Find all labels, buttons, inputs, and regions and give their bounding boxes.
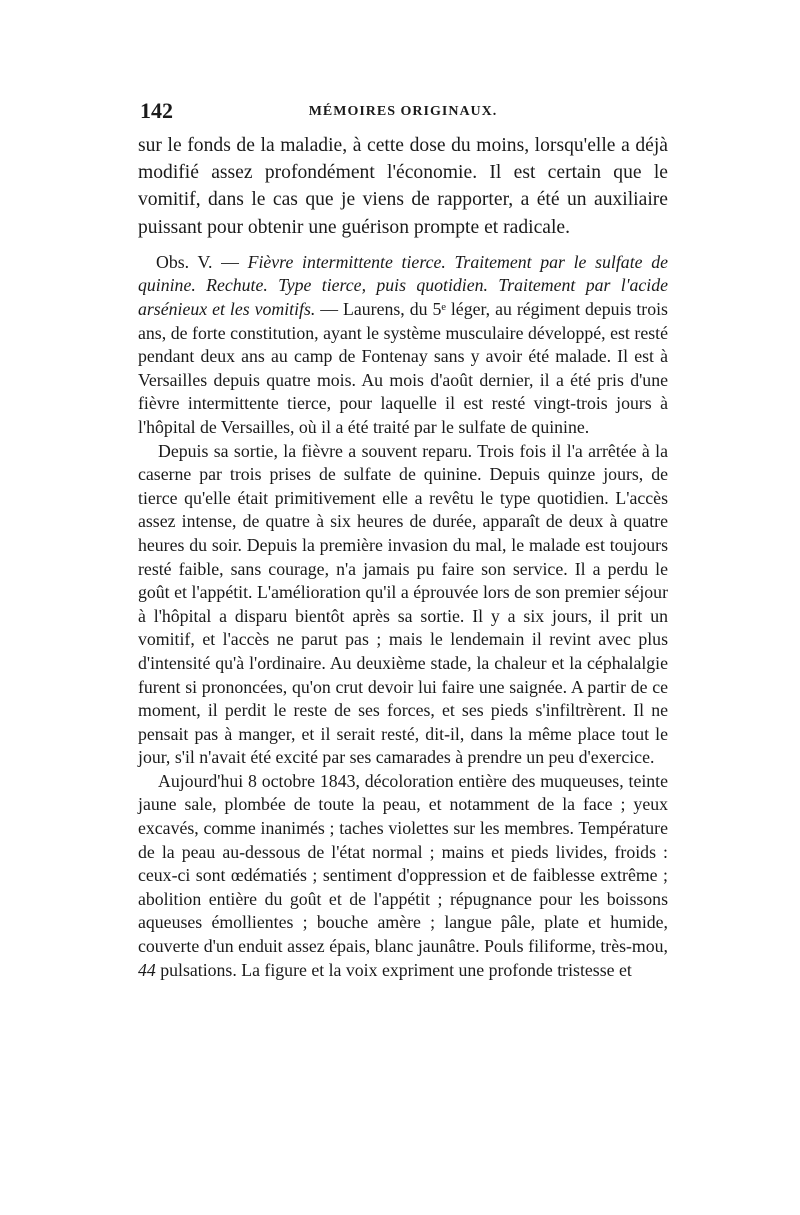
running-title: MÉMOIRES ORIGINAUX.	[308, 104, 498, 119]
paragraph-conclusion: sur le fonds de la maladie, à cette dose du moins, lorsqu'elle a déjà modifié assez profondément l'économie. Il est certain que le vomitif, dans le cas que je viens de rapporter, a été un auxiliaire puissant pour obtenir une guérison prompte et radicale.	[138, 135, 668, 238]
observation-label: Obs. V. —	[156, 251, 248, 272]
observation-title: Fièvre intermittente tierce. Traitement par le sulfate de quinine. Rechute. Type tierce, puis quotidien. Traitement par l'acide arsénieux et les vomitifs.	[138, 251, 668, 319]
pulse-count: 44	[138, 959, 156, 980]
observation-body: — Laurens, du 5ᵉ léger, au régiment depuis trois ans, de forte constitution, ayant le système musculaire développé, est resté pendant deux ans au camp de Fontenay sans y avoir été malade. Il est à Versailles depuis quatre mois. Au mois d'août dernier, il a été pris d'une fièvre intermittente tierce, pour laquelle il est resté vingt-trois jours à l'hôpital de Versailles, où il a été traité par le sulfate de quinine.	[138, 299, 668, 437]
page-header	[138, 98, 668, 128]
body-text	[138, 132, 668, 982]
examination-text-end: pulsations. La figure et la voix expriment une profonde tristesse et	[155, 959, 632, 980]
paragraph-history: Depuis sa sortie, la fièvre a souvent reparu. Trois fois il l'a arrêtée à la caserne par trois prises de sulfate de quinine. Depuis quinze jours, de tierce qu'elle était primitivement elle a revêtu le type quotidien. L'accès assez intense, de quatre à six heures de durée, apparaît de deux à quatre heures du soir. Depuis la première invasion du mal, le malade est toujours resté faible, sans courage, n'a jamais pu faire son service. Il a perdu le goût et l'appétit. L'amélioration qu'il a éprouvée lors de son premier séjour à l'hôpital a disparu bientôt après sa sortie. Il y a six jours, il prit un vomitif, et l'accès ne parut pas ; mais le lendemain il revint avec plus d'intensité qu'à l'ordinaire. Au deuxième stade, la chaleur et la céphalalgie furent si prononcées, qu'on crut devoir lui faire une saignée. A partir de ce moment, il perdit le reste de ses forces, et ses pieds s'infiltrèrent. Il ne pensait pas à manger, et il serait resté, dit-il, dans la même place tout le jour, s'il n'avait été excité par ses camarades à prendre un peu d'exercice.	[138, 440, 668, 768]
examination-text: Aujourd'hui 8 octobre 1843, décoloration entière des muqueuses, teinte jaune sale, plombée de toute la peau, et notamment de la face ; yeux excavés, comme inanimés ; taches violettes sur les membres. Température de la peau au-dessous de l'état normal ; mains et pieds livides, froids : ceux-ci sont œdématiés ; sentiment d'oppression et de faiblesse extrême ; abolition entière du goût et de l'appétit ; répugnance pour les boissons aqueuses émollientes ; bouche amère ; langue pâle, plate et humide, couverte d'un enduit assez épais, blanc jaunâtre. Pouls filiforme, très-mou,	[138, 770, 668, 957]
observation-heading-paragraph	[138, 251, 668, 440]
paragraph-examination	[138, 770, 668, 982]
page-number: 142	[140, 98, 173, 123]
